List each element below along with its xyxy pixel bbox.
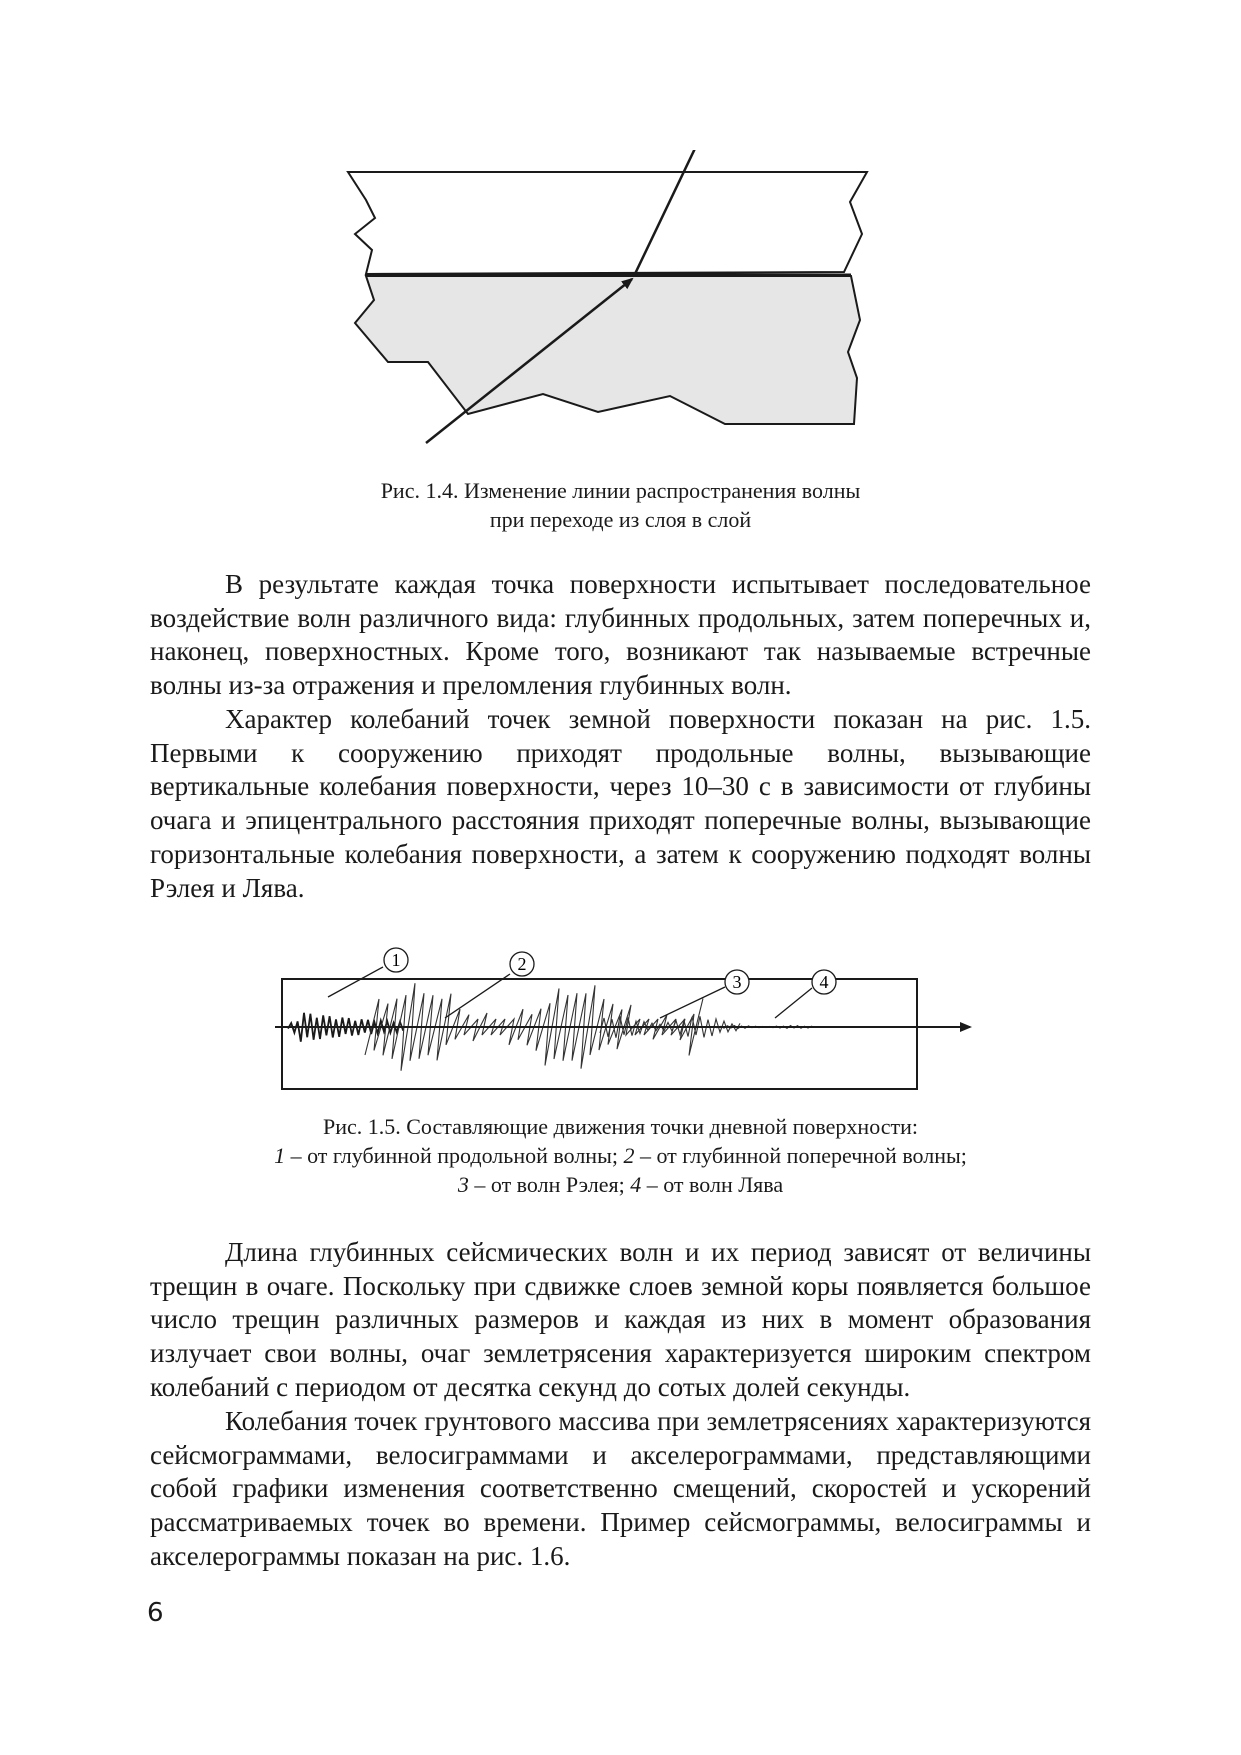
caption-text: – от волн Лява: [641, 1172, 784, 1197]
caption-text: – от глубинной продольной волны;: [285, 1143, 624, 1168]
figure-1-5-diagram: [270, 940, 980, 1090]
body-paragraph: Длина глубинных сейсмических волн и их период зависят от величины трещин в очаге. Поскольку при сдвижке слоев земной коры появляется большое число трещин различных размеров и каждая из них в момент образования излучает свои волны, очаг землетрясения характеризуется широким спектром колебаний с периодом от десятка секунд до сотых долей секунды.: [150, 1237, 1091, 1402]
caption-line: Рис. 1.5. Составляющие движения точки дневной поверхности:: [322, 1114, 919, 1139]
page-number: 6: [147, 1598, 164, 1628]
caption-line: Рис. 1.4. Изменение линии распространения волны: [380, 478, 861, 503]
caption-line: [150, 1141, 1091, 1170]
body-paragraph: Характер колебаний точек земной поверхности показан на рис. 1.5. Первыми к сооружению приходят продольные волны, вызывающие вертикальные колебания поверхности, через 10–30 с в зависимости от глубины очага и эпицентрального расстояния приходят поперечные волны, вызывающие горизонтальные колебания поверхности, а затем к сооружению подходят волны Рэлея и Лява.: [150, 704, 1091, 903]
figure-1-4-caption: [150, 476, 1091, 534]
upper-layer: [348, 172, 867, 274]
label-2: 2: [517, 954, 527, 974]
caption-text: – от глубинной поперечной волны;: [634, 1143, 967, 1168]
label-1: 1: [391, 950, 401, 970]
caption-number: 2: [623, 1143, 635, 1168]
leader-line-2: [445, 974, 510, 1018]
caption-line: [150, 1170, 1091, 1199]
label-4: 4: [819, 972, 829, 992]
leader-line-1: [328, 967, 383, 997]
caption-number: 3: [457, 1172, 469, 1197]
figure-1-5-caption: [150, 1112, 1091, 1199]
caption-text: – от волн Рэлея;: [468, 1172, 631, 1197]
figure-1-4-diagram: [340, 150, 900, 455]
caption-number: 4: [630, 1172, 642, 1197]
label-3: 3: [732, 972, 742, 992]
leader-line-3: [660, 987, 725, 1018]
caption-number: 1: [274, 1143, 286, 1168]
caption-line: при переходе из слоя в слой: [489, 507, 752, 532]
body-paragraph: В результате каждая точка поверхности испытывает последовательное воздействие волн различного вида: глубинных продольных, затем поперечных и, наконец, поверхностных. Кроме того, возникают так называемые встречные волны из-за отражения и преломления глубинных волн.: [150, 569, 1091, 701]
leader-line-4: [775, 988, 812, 1018]
body-paragraph: Колебания точек грунтового массива при землетрясениях характеризуются сейсмограммами, велосиграммами и акселерограммами, представляющими собой графики изменения соответственно смещений, скоростей и ускорений рассматриваемых точек во времени. Пример сейсмограммы, велосиграммы и акселерограммы показан на рис. 1.6.: [150, 1406, 1091, 1571]
